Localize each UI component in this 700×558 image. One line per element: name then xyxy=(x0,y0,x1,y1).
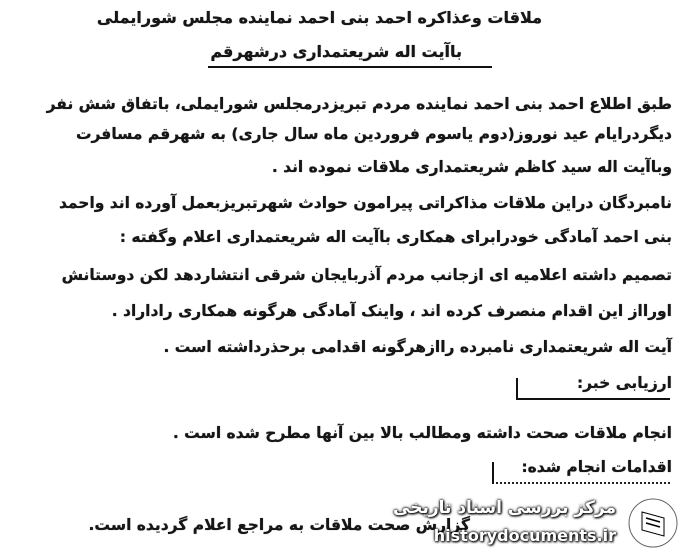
evaluation-text: انجام ملاقات صحت داشته ومطالب بالا بین آنها مطرح شده است . xyxy=(172,424,672,442)
watermark xyxy=(393,494,682,552)
paragraph-line-3: وباآیت اله سید کاظم شریعتمداری ملاقات نموده اند . xyxy=(271,158,672,176)
title-underline xyxy=(208,66,492,68)
actions-heading-underline xyxy=(492,482,670,484)
document-title-line1: ملاقات وعذاکره احمد بنی احمد نماینده مجلس شورایملی xyxy=(96,8,542,27)
paragraph-line-4: نامبردگان دراین ملاقات مذاکراتی پیرامون حوادث شهرتبریزبعمل آورده اند واحمد xyxy=(58,194,672,212)
actions-heading: اقدامات انجام شده: xyxy=(521,458,672,476)
actions-text: گزارش صحت ملاقات به مراجع اعلام گردیده است. xyxy=(88,516,470,534)
evaluation-heading-bracket xyxy=(516,378,518,400)
paragraph-line-8: آیت اله شریعتمداری نامبرده راازهرگونه اقدامی برحذرداشته است . xyxy=(163,338,672,356)
paragraph-line-1: طبق اطلاع احمد بنی احمد نماینده مردم تبریزدرمجلس شورایملی، باتفاق شش نفر xyxy=(46,95,672,113)
document-title-line2: باآیت اله شریعتمداری درشهرقم xyxy=(210,42,462,61)
evaluation-heading-underline xyxy=(516,398,670,400)
paragraph-line-2: دیگردرایام عید نوروز(دوم یاسوم فروردین ماه سال جاری) به شهرقم مسافرت xyxy=(75,125,672,143)
watermark-name: مرکز بررسی اسناد تاریخی xyxy=(393,498,616,518)
watermark-url: historydocuments.ir xyxy=(433,526,616,545)
paragraph-line-7: اورااز این اقدام منصرف کرده اند ، واینک آمادگی هرگونه همکاری راداراد . xyxy=(111,302,672,320)
actions-heading-bracket xyxy=(492,462,494,484)
paragraph-line-5: بنی احمد آمادگی خودرابرای همکاری باآیت اله شریعتمداری اعلام وگفته : xyxy=(119,228,672,246)
paragraph-line-6: تصمیم داشته اعلامیه ای ازجانب مردم آذربایجان شرقی انتشاردهد لکن دوستانش xyxy=(61,266,672,284)
archive-logo-icon xyxy=(624,496,682,550)
evaluation-heading: ارزیابی خبر: xyxy=(576,374,672,392)
